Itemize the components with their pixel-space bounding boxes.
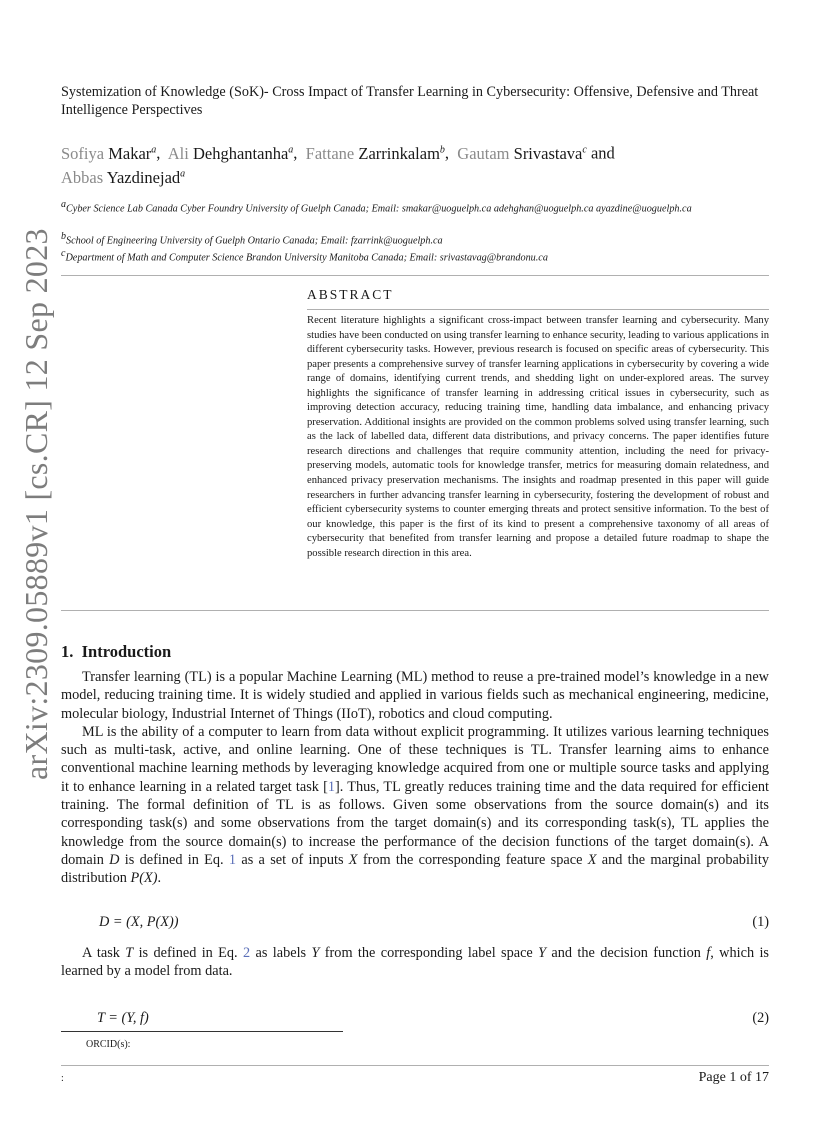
paragraph: ML is the ability of a computer to learn from data without explicit programming. It utilizes various learning techniques such as multi-task, active, and online learning. One of these techniques is TL. Transfer learning aims to enhance conventional machine learning methods by leveraging knowledge acquired from one or multiple source tasks and applying it to enhance learning in a related target task [1]. Thus, TL greatly reduces training time and the data required for efficient training. The formal definition of TL is as follows. Given some observations from the source domain(s) and its corresponding task(s) and some observations from the target domain(s) and its corresponding task(s), TL applies the knowledge from the source domain(s) to increase the performance of the decision functions of the target domain(s). A domain D is defined in Eq. 1 as a set of inputs X from the corresponding feature space X and the marginal probability distribution P(X). [61,723,769,887]
equation-link[interactable]: 2 [242,945,251,961]
intro-text [61,668,769,888]
footnote-rule [61,1031,343,1032]
citation-link[interactable]: 1 [327,778,336,795]
divider [61,610,769,611]
author-name: Gautam Srivastava$^c$ [457,143,587,163]
equation-link[interactable]: 1 [228,851,237,868]
equation-1: D = (X, P(X)) [99,914,179,930]
arxiv-stamp: arXiv:2309.05889v1 [cs.CR] 12 Sep 2023 [18,228,54,780]
author-name: Fattane Zarrinkalam$^b$ [305,143,445,163]
paragraph: Transfer learning (TL) is a popular Machine Learning (ML) method to reuse a pre-trained model’s knowledge in a new model, reducing training time. It is widely studied and applied in various fields such as mechanical engineering, medicine, molecular biology, Industrial Internet of Things (IIoT), robotics and cloud computing. [61,669,769,722]
section-heading: 1. Introduction [61,642,172,661]
author-name: Ali Dehghantanha$^a$ [167,143,294,163]
paper-title: Systemization of Knowledge (SoK)- Cross Impact of Transfer Learning in Cybersecurity: Offensive, Defensive and Threat Intelligence Perspectives [61,84,759,118]
author-conjunction: and [590,143,615,163]
affiliation-c: $^c$Department of Math and Computer Science Brandon University Manitoba Canada; Email: srivastavag@brandonu.ca [61,248,548,264]
task-definition-text [61,944,769,981]
footer-rule [61,1065,769,1066]
affiliation-b: $^b$School of Engineering University of Guelph Ontario Canada; Email: fzarrink@uoguelph.ca [61,231,443,247]
paragraph: A task T is defined in Eq. 2 as labels Y from the corresponding label space Y and the decision function f, which is learned by a model from data. [61,945,769,980]
author-name: Sofiya Makar$^a$ [61,143,157,163]
footer-left: : [61,1073,64,1084]
page-number: Page 1 of 17 [698,1070,769,1085]
abstract-heading: ABSTRACT [307,287,394,302]
equation-2: T = (Y, f) [97,1010,149,1026]
equation-1-number: (1) [752,914,769,930]
affiliation-a: $^a$Cyber Science Lab Canada Cyber Foundry University of Guelph Canada; Email: smakar@uoguelph.ca adehghan@uoguelph.ca ayazdine@uoguelph.ca [61,199,692,215]
equation-2-number: (2) [752,1010,769,1026]
footnote: ORCID(s): [86,1039,131,1050]
author-list: Sofiya Makar$^a$, Ali Dehghantanha$^a$, Fattane Zarrinkalam$^b$, Gautam Srivastava$^c$ and Abbas Yazdinejad$^a$ [61,143,615,187]
abstract-text: Recent literature highlights a significant cross-impact between transfer learning and cybersecurity. Many studies have been conducted on using transfer learning to enhance security, leading to various applications in different cybersecurity tasks. However, previous research is focused on specific areas of cybersecurity. This paper presents a comprehensive survey of transfer learning applications in cybersecurity by covering a wide range of domains, identifying current trends, and shedding light on under-explored areas. The survey highlights the significance of transfer learning in addressing critical issues in cybersecurity, such as improving detection accuracy, reducing training time, handling data imbalance, and enhancing privacy preservation. Additional insights are provided on the common problems solved using transfer learning, such as the lack of labelled data, different data distributions, and privacy concerns. The paper identifies future research directions and challenges that require community attention, including the need for privacy-preserving models, automatic tools for knowledge transfer, metrics for measuring domain relatedness, and enhanced privacy preservation mechanisms. The insights and roadmap presented in this paper will guide researchers in further advancing transfer learning in cybersecurity, fostering the development of robust and efficient cybersecurity systems to counter emerging threats and protect sensitive information. To the best of our knowledge, this paper is the first of its kind to present a comprehensive taxonomy of all areas of cybersecurity that benefited from transfer learning and propose a detailed future roadmap to shape the possible research direction in this area. [307,315,769,559]
divider [307,309,769,310]
author-name: Abbas Yazdinejad$^a$ [61,168,186,187]
divider [61,275,769,276]
